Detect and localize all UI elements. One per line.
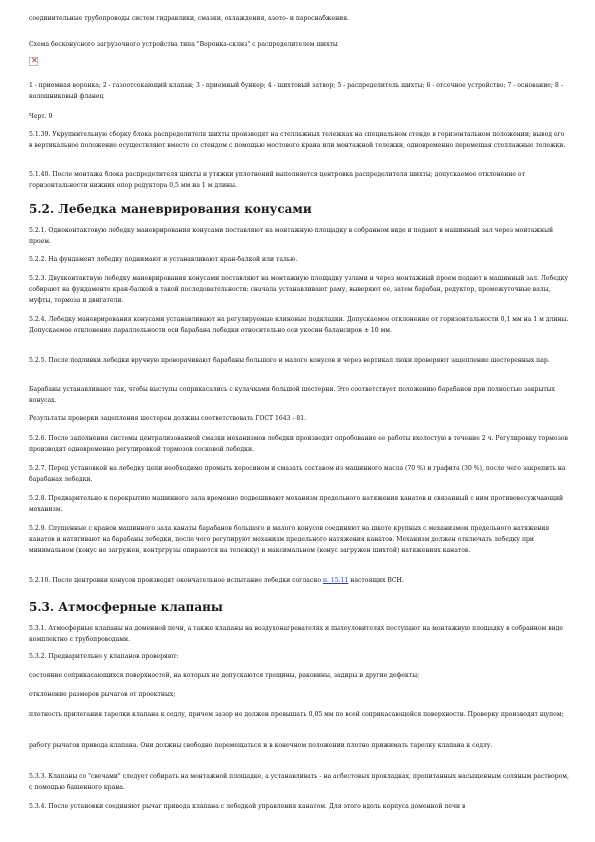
paragraph-5-3-2: 5.3.2. Предварительно у клапанов проверяют: <box>29 653 179 660</box>
paragraph-gost: Результаты проверки зацепления шестерен должны соответствовать ГОСТ 1643 - 81. <box>29 415 307 422</box>
paragraph-5-2-2: 5.2.2. На фундамент лебедку поднимают и устанавливают кран-балкой или талью. <box>29 256 298 263</box>
paragraph-systems: соединительные трубопроводы систем гидравлики, смазки, охлаждения, азото- и пароснабжения. <box>29 15 349 22</box>
paragraph-5-3-4: 5.3.4. После установки соединяют рычаг привода клапана с лебедкой управления канатом. Для этого вдоль корпуса доменной печи в <box>29 803 466 810</box>
paragraph-5-2-5: 5.2.5. После подливки лебедки вручную проворачивают барабаны большого и малого конусов и через вертикал люки проверяют зацепление шестеренных пар. <box>29 357 550 364</box>
paragraph-5-2-10-tail: настоящих ВСН. <box>348 577 404 584</box>
paragraph-5-3-1: 5.3.1. Атмосферные клапаны на доменной печи, а также клапаны на воздухонагревателях и пылеуловителях поступают на монтажную площадку в собранном виде комплектно с трубопроводами. <box>29 625 564 643</box>
paragraph-5-2-1: 5.2.1. Одноконтактовую лебедку маневрирования конусами поставляют на монтажную площадку в собранном виде и подают в машинный зал через монтажный проем. <box>29 227 554 245</box>
paragraph-levers: отклонение размеров рычагов от проектных; <box>29 691 176 698</box>
paragraph-5-2-10 <box>29 575 569 586</box>
paragraph-5-3-3: 5.3.3. Клапаны со "свечами" следует собирать на монтажной площадке, а устанавливать - на асбестовых прокладках, пропитанных насыщенным соляным раствором, с помощью башенного крана. <box>29 773 569 791</box>
paragraph-5-2-8: 5.2.8. Предварительно к перекрытию машинного зала временно подвешивают механизм предельного натяжения канатов и связанный с ним противовесужчающий механизм. <box>29 495 564 513</box>
section-heading-5-3: 5.3. Атмосферные клапаны <box>29 600 223 614</box>
section-heading-5-2: 5.2. Лебедка маневрирования конусами <box>29 202 312 216</box>
paragraph-5-2-7: 5.2.7. Перед установкой на лебедку цепи необходимо промыть керосином и смазать составом из машинного масла (70 %) и графита (30 %), после чего закрепить на барабанах лебедки. <box>29 465 566 483</box>
figure-number: Черт. 9 <box>29 113 53 120</box>
figure-legend: 1 - приемная воронка; 2 - газоотсекающий клапан; 3 - приемный бункер; 4 - шихтовый затвор; 5 - распределитель шихты; 6 - отсечное устройство; 7 - основание; 8 - колошниковый фланец <box>29 82 563 100</box>
link-clause-15-11[interactable]: п. 15.11 <box>322 577 349 584</box>
paragraph-surfaces: состояние соприкасающихся поверхностей, на которых не допускаются трещины, раковины, задиры и другие дефекты; <box>29 672 420 679</box>
paragraph-drive: работу рычагов привода клапана. Они должны свободно перемещаться и в конечном положении плотно прижимать тарелку клапана к седлу. <box>29 742 493 749</box>
paragraph-5-1-39: 5.1.39. Укрупнительную сборку блока распределителя шихты производят на стеллажных тележках на специальном стенде в горизонтальном положении; вывод его в вертикальное положение осуществляют вместе со стендом с помощью мостового крана или монтажной тележки, одновременно перемещая стеллажные тележки. <box>29 131 566 149</box>
broken-image-icon[interactable]: ✕ <box>31 56 38 65</box>
paragraph-5-2-3: 5.2.3. Двухконтактную лебедку маневрирования конусами поставляют на монтажную площадку узлами и через монтажный проем подают в машинный зал. Лебедку собирают на фундаменте кран-балкой в такой последовательности: сначала устанавливают раму, выверяют ее, затем барабан, редуктор, промежуточные валы, муфты, тормоза и двигатели. <box>29 275 569 304</box>
paragraph-5-2-9: 5.2.9. Спущенные с кранов машинного зала канаты барабанов большого и малого конусов соединяют на шкоте крупных с механизмом предельного натяжения канатов и натягивают на барабаны лебедки, после чего регулируют механизм предельного натяжения канатов. Механизм должен отключать лебедку при минимальном (конус не загружен, контргрузы опираются на тележку) и максимальном (конус загружен шихтой) натяжениях канатов. <box>29 525 550 554</box>
paragraph-5-2-4: 5.2.4. Лебедку маневрирования конусами устанавливают на регулируемые клиновые подкладки. Допускаемое отклонение от горизонтальности 0,1 мм на 1 м длины. Допускаемое отклонение параллельности оси барабана лебедки относительно оси укосин балансиров ± 10 мм. <box>29 316 569 334</box>
paragraph-tightness: плотность прилегания тарелки клапана к седлу, причем зазор не должен превышать 0,05 мм по всей соприкасающейся поверхности. Проверку производят щупом; <box>29 711 564 718</box>
figure-caption: Схема бесконусного загрузочного устройства типа "Воронка-склиз" с распределителем шихты <box>29 41 338 48</box>
paragraph-5-1-40: 5.1.40. После монтажа блока распределителя шихты и утяжки уплотнений выполняется центровка распределителя шихты; допускаемое отклонение от горизонтальности нижних опор редуктора 0,5 мм на 1 м длины. <box>29 171 525 189</box>
paragraph-5-2-10-text: 5.2.10. После центровки конусов производят окончательное испытание лебедки согласно <box>29 577 323 584</box>
paragraph-5-2-6: 5.2.6. После заполнения системы централизованной смазки механизмов лебедки производят опробование ее работы вхолостую в течение 2 ч. Регулировку тормозов производят одновременно регулировкой тормозов сосковой лебедки. <box>29 435 568 453</box>
paragraph-barrels: Барабаны устанавливают так, чтобы выступы соприкасались с кулачками большой шестерни. Это соответствует положению барабанов при полностью закрытых конусах. <box>29 386 556 404</box>
